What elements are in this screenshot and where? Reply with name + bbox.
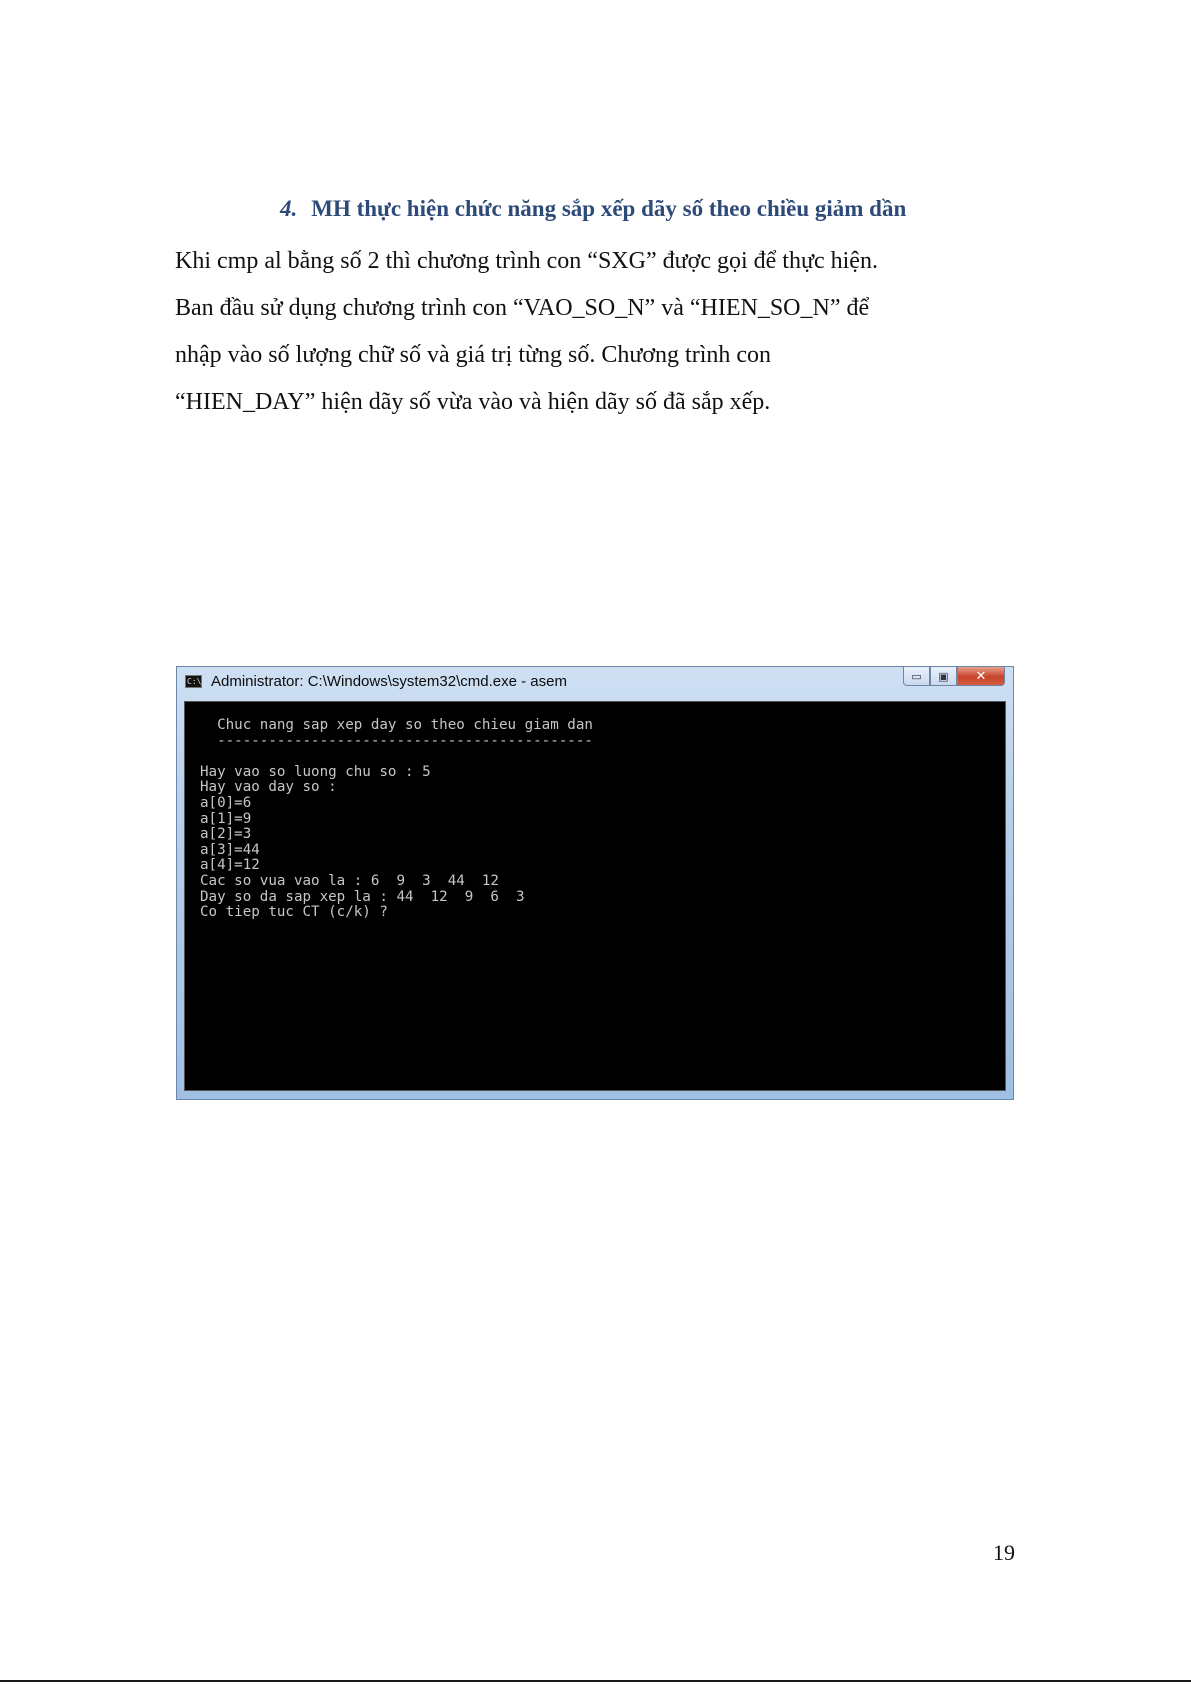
paragraph-line: “HIEN_DAY” hiện dãy số vừa vào và hiện dãy số đã sắp xếp.: [175, 389, 771, 415]
console-line: Chuc nang sap xep day so theo chieu giam dan: [200, 717, 593, 733]
paragraph-line: nhập vào số lượng chữ số và giá trị từng số. Chương trình con: [175, 342, 772, 368]
footer-rule: [0, 1680, 1191, 1682]
console-line: [200, 749, 1005, 765]
console-line: Co tiep tuc CT (c/k) ?: [200, 904, 388, 921]
console-output: [184, 701, 1006, 1091]
body-paragraph: [175, 238, 1005, 426]
console-line: a[0]=6: [200, 794, 252, 811]
console-line: a[4]=12: [200, 857, 260, 874]
section-number: 4.: [280, 196, 298, 221]
console-line: Day so da sap xep la : 44 12 9 6 3: [200, 888, 525, 905]
cmd-icon: C:\: [187, 677, 202, 686]
window-titlebar: [177, 667, 1013, 697]
console-line: --------------------------------------------: [200, 732, 593, 749]
paragraph-line: Khi cmp al bằng số 2 thì chương trình con “SXG” được gọi để thực hiện.: [175, 248, 878, 274]
console-line: a[2]=3: [200, 826, 252, 843]
section-title: MH thực hiện chức năng sắp xếp dãy số theo chiều giảm dần: [311, 196, 907, 221]
cmd-window-screenshot: [176, 666, 1014, 1100]
minimize-button[interactable]: ▭: [903, 667, 930, 686]
maximize-button[interactable]: ▣: [930, 667, 957, 686]
page-number: 19: [993, 1540, 1015, 1565]
console-line: Hay vao day so :: [200, 779, 337, 796]
section-heading: [280, 196, 906, 222]
console-line: Hay vao so luong chu so : 5: [200, 763, 431, 780]
console-line: a[3]=44: [200, 841, 260, 858]
close-button[interactable]: ✕: [957, 667, 1005, 686]
window-title: Administrator: C:\Windows\system32\cmd.exe - asem: [211, 673, 567, 690]
window-controls: [903, 667, 1005, 687]
console-line: a[1]=9: [200, 810, 252, 827]
paragraph-line: Ban đầu sử dụng chương trình con “VAO_SO_N” và “HIEN_SO_N” để: [175, 295, 870, 321]
console-line: Cac so vua vao la : 6 9 3 44 12: [200, 872, 499, 889]
